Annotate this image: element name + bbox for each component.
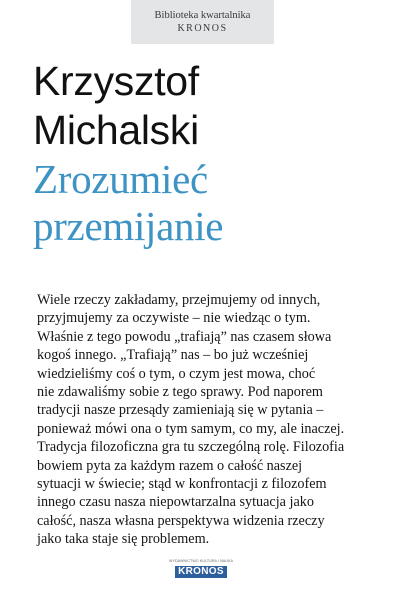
blurb-line: tradycji nasze przesądy zamieniają się w pytania – <box>37 402 324 419</box>
blurb-line: bowiem pyta za każdym razem o całość naszej <box>37 457 303 474</box>
author-last-name: Michalski <box>33 107 199 153</box>
blurb-line: całość, nasza własna perspektywa widzenia rzeczy <box>37 512 325 529</box>
blurb-line: przyjmujemy za oczywiste – nie wiedząc o tym. <box>37 310 311 327</box>
publisher-logo <box>168 559 234 581</box>
cover-blurb <box>37 291 377 549</box>
blurb-line: kogoś innego. „Trafiają” nas – bo już wcześniej <box>37 347 309 364</box>
blurb-line: jako taka staje się problemem. <box>37 531 210 548</box>
series-journal: KRONOS <box>177 23 228 34</box>
author-first-name: Krzysztof <box>33 58 199 104</box>
book-title <box>33 156 223 250</box>
series-label-box <box>131 0 274 44</box>
blurb-line: Tradycja filozoficzna gra tu szczególną rolę. Filozofia <box>37 439 345 456</box>
blurb-line: innego czasu nasza niepowtarzalna sytuacja jako <box>37 494 314 511</box>
publisher-name: KRONOS <box>175 566 227 578</box>
book-title-line-2: przemijanie <box>33 203 224 249</box>
blurb-line: nie zdawaliśmy sobie z tego sprawy. Pod naporem <box>37 384 323 401</box>
blurb-line: wiedzieliśmy coś o tym, o czym jest mowa, choć <box>37 365 316 382</box>
blurb-line: Właśnie z tego powodu „trafiają” nas czasem słowa <box>37 328 332 345</box>
book-title-line-1: Zrozumieć <box>33 156 208 202</box>
author-name <box>33 57 199 155</box>
blurb-line: Wiele rzeczy zakładamy, przejmujemy od innych, <box>37 292 321 308</box>
blurb-line: sytuacji w świecie; stąd w konfrontacji z filozofem <box>37 476 327 493</box>
blurb-line: ponieważ mówi ona o tym samym, co my, ale inaczej. <box>37 420 345 437</box>
publisher-tagline: WYDAWNICTWO KULTURA I NAUKA <box>169 559 233 563</box>
series-name: Biblioteka kwartalnika <box>154 10 251 21</box>
